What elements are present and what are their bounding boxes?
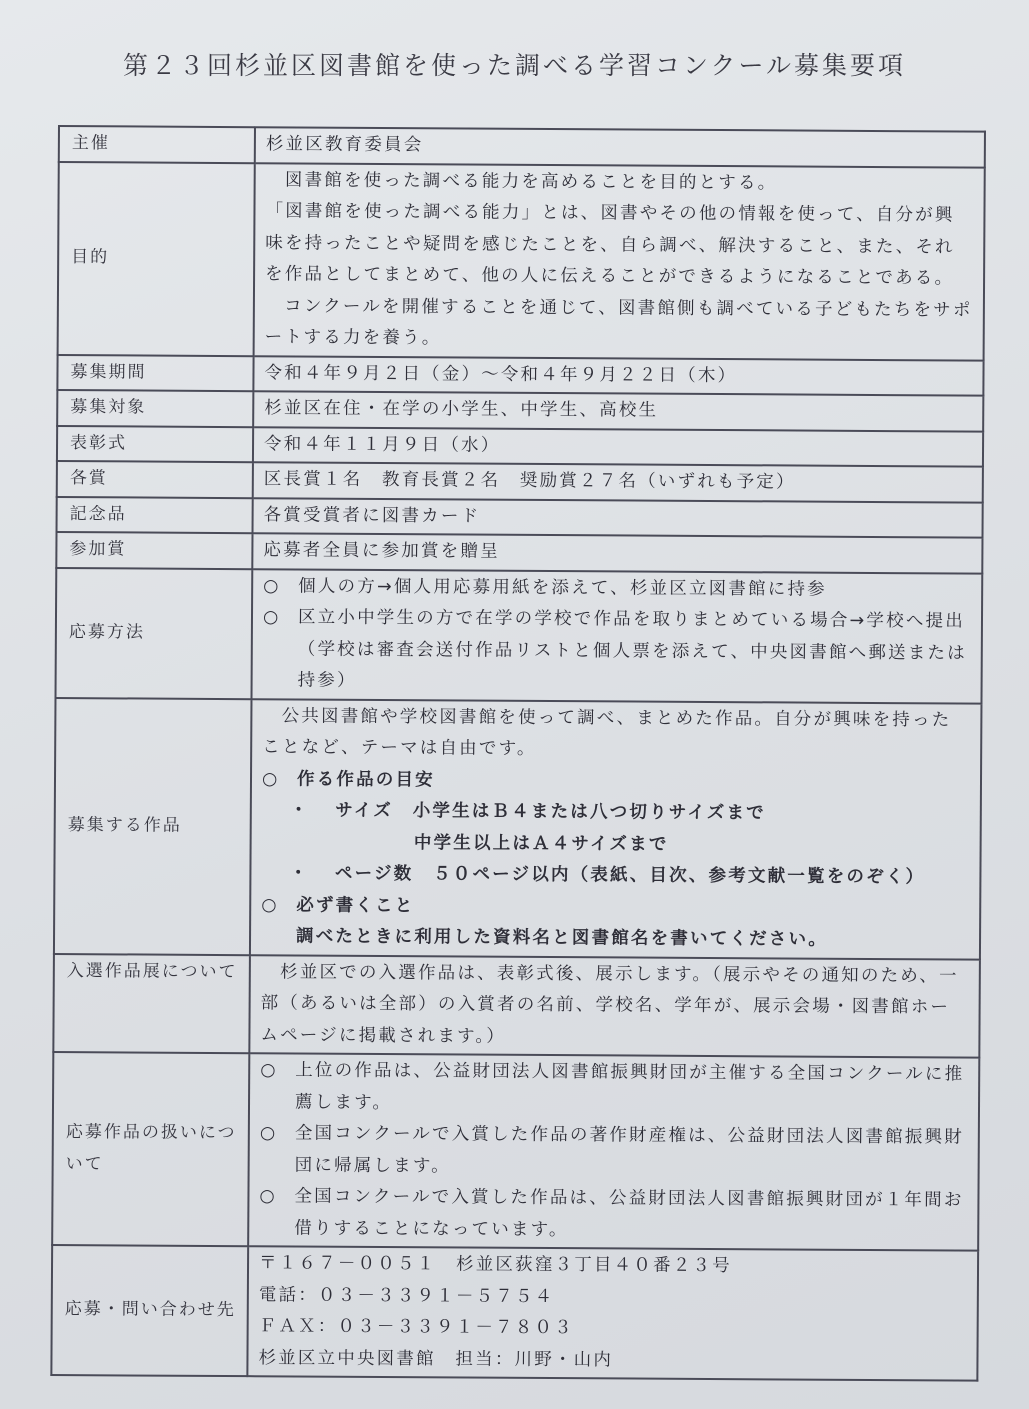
pages-spec: [335, 859, 970, 894]
circle-icon: ○: [261, 894, 279, 915]
list-item: [260, 1118, 968, 1185]
pages-key: ページ数: [334, 863, 434, 885]
row-value-period: 令和４年９月２日（金）～令和４年９月２２日（木）: [253, 356, 983, 396]
row-label-target: 募集対象: [57, 390, 253, 427]
list-item: [260, 1055, 968, 1122]
circle-icon: ○: [259, 1186, 278, 1207]
row-label-ceremony: 表彰式: [57, 426, 253, 463]
row-value-handling: [248, 1053, 979, 1250]
size-line1: 小学生はＢ４または八つ切りサイズまで: [412, 801, 766, 824]
table-row: [57, 390, 983, 431]
row-label-awards: 各賞: [57, 461, 253, 498]
row-label-handling: 応募作品の扱いについて: [52, 1052, 249, 1246]
table-row: [54, 697, 982, 959]
table-row: [52, 1052, 979, 1251]
list-item: [261, 858, 969, 894]
row-label-exhibition: 入選作品展について: [53, 953, 250, 1053]
bullet-icon: ・: [289, 800, 310, 821]
row-value-contact: [247, 1246, 978, 1380]
row-label-purpose: 目的: [58, 162, 255, 356]
row-value-participation: 応募者全員に参加賞を贈呈: [252, 533, 982, 573]
table-row: [57, 461, 983, 502]
row-label-participation: 参加賞: [56, 532, 252, 569]
works-must-text: 調べたときに利用した資料名と図書館名を書いてください。: [295, 926, 829, 950]
row-label-contact: 応募・問い合わせ先: [51, 1245, 248, 1376]
circle-icon: ○: [259, 1123, 278, 1144]
table-row: [56, 567, 983, 703]
circle-icon: ○: [260, 1060, 278, 1081]
handling-item-text: 上位の作品は、公益財団法人図書館振興財団が主催する全国コンクールに推薦します。: [294, 1060, 965, 1113]
size-spec: [335, 796, 970, 831]
list-item: [263, 602, 972, 701]
circle-icon: ○: [262, 607, 281, 628]
table-row: [57, 426, 983, 467]
list-item: [262, 795, 970, 831]
works-intro: 公共図書館や学校図書館を使って調べ、まとめた作品。自分が興味を持ったことなど、テーマは自由です。: [262, 705, 952, 759]
row-label-organizer: 主催: [59, 126, 255, 163]
size-key: サイズ: [335, 800, 413, 822]
list-item: [263, 571, 971, 607]
circle-icon: ○: [261, 768, 280, 789]
purpose-paragraph: コンクールを開催することを通じて、図書館側も調べている子どもたちをサポートする力を養う。: [264, 295, 973, 349]
works-must-title: 必ず書くこと: [296, 894, 415, 916]
row-value-method: [251, 569, 982, 703]
size-line2: 中学生以上はＡ４サイズまで: [413, 832, 669, 855]
page-title: 第２３回杉並区図書館を使った調べる学習コンクール募集要項: [122, 51, 906, 80]
purpose-paragraph: 図書館を使った調べる能力を高めることを目的とする。: [284, 169, 778, 193]
row-label-method: 応募方法: [56, 567, 253, 698]
bullet-icon: ・: [289, 863, 310, 884]
table-row: [56, 532, 982, 573]
contact-fax: ＦＡＸ：０３－３３９１－７８０３: [258, 1316, 574, 1339]
contact-phone: 電話：０３－３３９１－５７５４: [258, 1284, 555, 1307]
method-item-text: 区立小中学生の方で在学の学校で作品を取りまとめている場合→学校へ提出（学校は審査会送付作品リストと個人票を添えて、中央図書館へ郵送または持参）: [297, 607, 967, 691]
table-row: [57, 496, 983, 537]
row-value-ceremony: 令和４年１１月９日（水）: [253, 427, 983, 467]
table-row: [51, 1245, 978, 1381]
list-item: [262, 764, 970, 800]
contact-address: 〒１６７－００５１ 杉並区荻窪３丁目４０番２３号: [258, 1253, 732, 1277]
method-item-text: 個人の方→個人用応募用紙を添えて、杉並区立図書館に持参: [298, 575, 827, 600]
row-value-organizer: 杉並区教育委員会: [255, 127, 985, 167]
circle-icon: ○: [263, 575, 281, 596]
table-row: [59, 126, 985, 167]
row-label-works: 募集する作品: [54, 697, 252, 954]
requirements-table: [50, 125, 986, 1382]
table-row: [57, 355, 983, 396]
list-item: [259, 1181, 967, 1248]
list-item: [261, 890, 969, 926]
table-row: [58, 162, 985, 361]
row-value-exhibition: 杉並区での入選作品は、表彰式後、展示します。（展示やその通知のため、一部（あるいは全部）の入賞者の名前、学校名、学年が、展示会場・図書館ホームページに掲載されます。）: [249, 955, 980, 1058]
handling-item-text: 全国コンクールで入賞した作品の著作財産権は、公益財団法人図書館振興財団に帰属します。: [294, 1123, 965, 1176]
row-value-purpose: [254, 163, 985, 360]
contact-person: 杉並区立中央図書館 担当：川野・山内: [258, 1347, 614, 1370]
pages-value: ５０ページ以内（表紙、目次、参考文献一覧をのぞく）: [433, 864, 926, 888]
row-label-souvenir: 記念品: [57, 496, 253, 533]
handling-item-text: 全国コンクールで入賞した作品は、公益財団法人図書館振興財団が１年間お借りすることになっています。: [294, 1186, 964, 1240]
row-label-period: 募集期間: [57, 355, 253, 392]
works-guide-title: 作る作品の目安: [296, 768, 435, 790]
row-value-target: 杉並区在住・在学の小学生、中学生、高校生: [253, 391, 983, 431]
row-value-awards: 区長賞１名 教育長賞２名 奨励賞２７名（いずれも予定）: [253, 462, 983, 502]
purpose-paragraph: 「図書館を使った調べる能力」とは、図書やその他の情報を使って、自分が興味を持ったことや疑問を感じたことを、自ら調べ、解決すること、また、それを作品としてまとめて、他の人に伝えることができるようになることである。: [265, 201, 955, 289]
table-row: [53, 953, 980, 1057]
row-value-works: [250, 699, 982, 959]
row-value-souvenir: 各賞受賞者に図書カード: [253, 498, 983, 538]
